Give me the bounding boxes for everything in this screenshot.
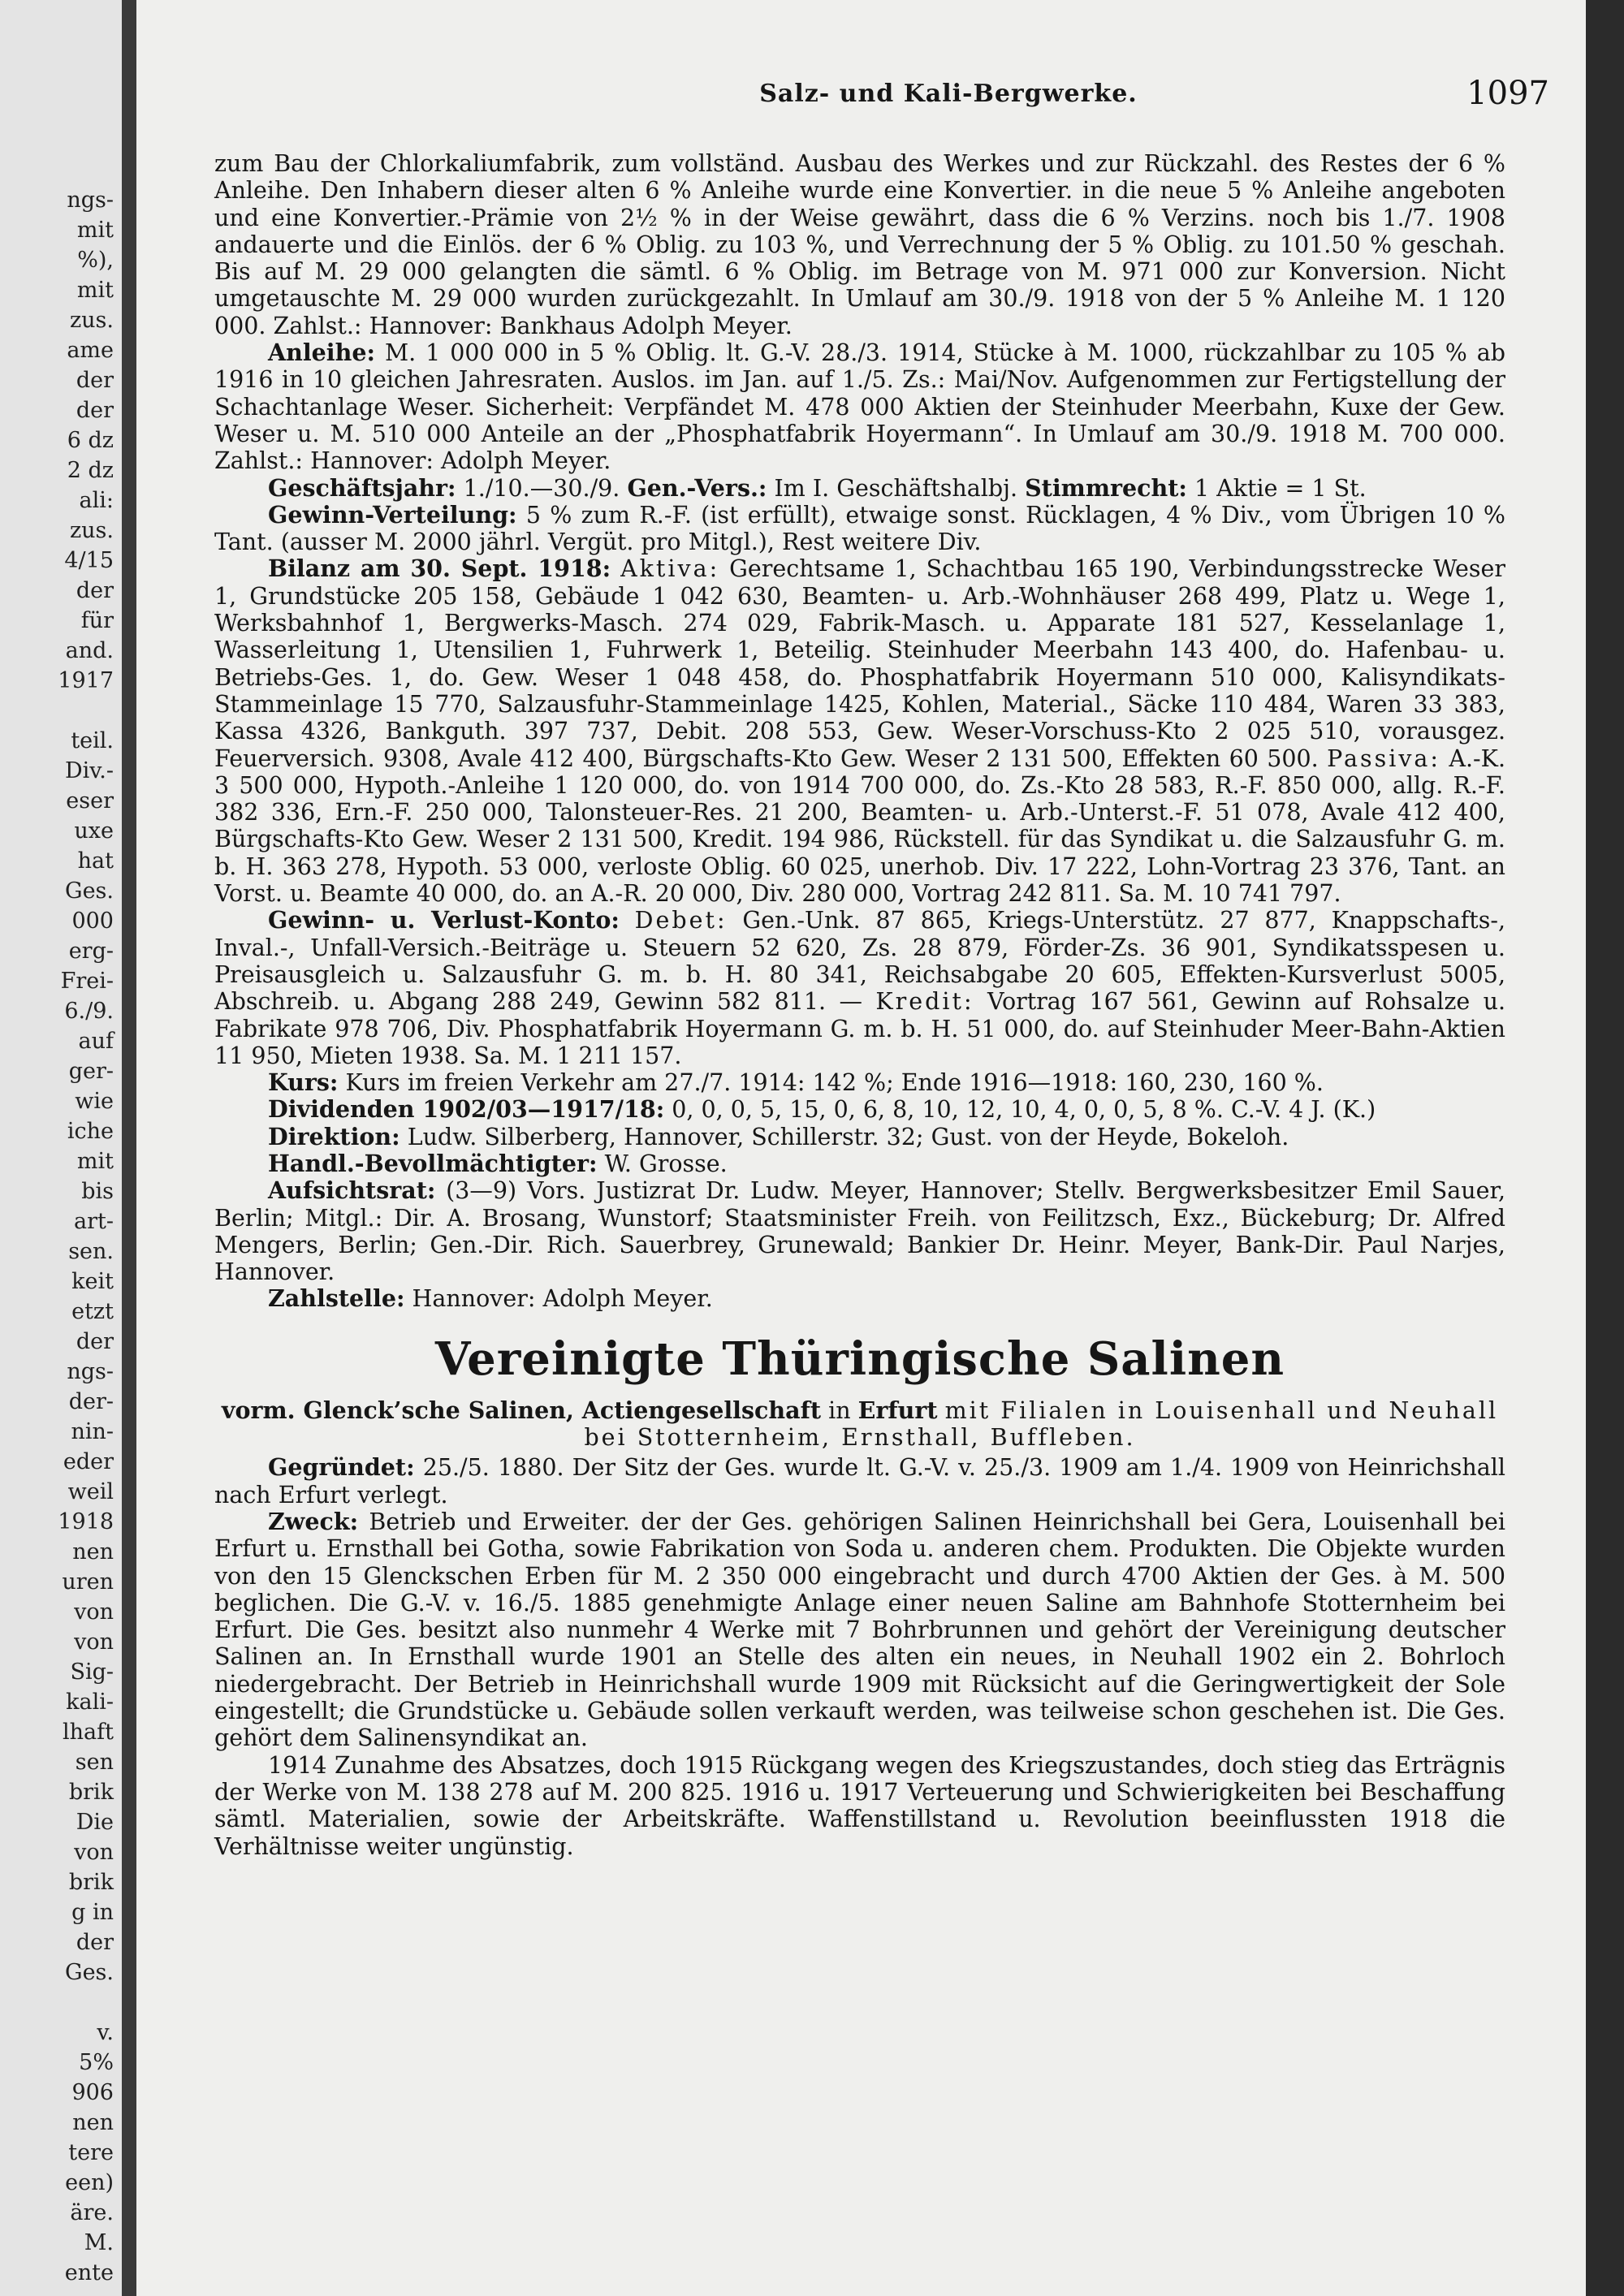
left-fragment-word: etzt: [71, 1299, 114, 1324]
aktiva-text: Gerechtsame 1, Schachtbau 165 190, Verbindungsstrecke Weser 1, Grundstücke 205 158, Gebäude 1 042 630, Beamten- u. Arb.-Wohnhäuser 268 499, Platz u. Wege 1, Werksbahnhof 1, Bergwerks-Masch. 274 029, Fabrik-Masch. u. Apparate 181 527, Kesselanlage 1, Wasserleitung 1, Utensilien 1, Fuhrwerk 1, Beteilig. Steinhuder Meerbahn 143 400, do. Hafenbau- u. Betriebs-Ges. 1, do. Gew. Weser 1 048 458, do. Phosphatfabrik Hoyermann 510 000, Kalisyndikats-Stammeinlage 15 770, Salzausfuhr-Stammeinlage 1425, Kohlen, Material., Säcke 110 484, Waren 33 383, Kassa 4326, Bankguth. 397 737, Debit. 208 553, Gew. Weser-Vorschuss-Kto 2 025 510, vorausgez. Feuerversich. 9308, Avale 412 400, Bürgschafts-Kto Gew. Weser 2 131 500, Effekten 60 500.: [214, 555, 1506, 772]
left-fragment-word: ger-: [68, 1059, 114, 1084]
left-fragment-word: von: [74, 1599, 114, 1625]
intro-paragraph: zum Bau der Chlorkaliumfabrik, zum vollständ. Ausbau des Werkes und zur Rückzahl. des Restes der 6 % Anleihe. Den Inhabern dieser alten 6 % Anleihe wurde eine Konvertier. in die neue 5 % Anleihe angeboten und eine Konvertier.-Prämie von 2½ % in der Weise gewährt, dass die 6 % Verzins. noch bis 1./7. 1908 andauerte und die Einlös. der 6 % Oblig. zu 103 %, und Verrechnung der 5 % Oblig. zu 101.50 % geschah. Bis auf M. 29 000 gelangten die sämtl. 6 % Oblig. im Betrage von M. 971 000 zur Konversion. Nicht umgetauschte M. 29 000 wurden zurückgezahlt. In Umlauf am 30./9. 1918 von der 5 % Anleihe M. 1 120 000. Zahlst.: Hannover: Bankhaus Adolph Meyer.: [214, 150, 1505, 339]
left-fragment-word: ali:: [79, 488, 114, 513]
left-fragment-word: der: [76, 368, 114, 393]
left-fragment-word: 000: [71, 908, 114, 934]
left-fragment-word: sen.: [68, 1239, 114, 1264]
left-fragment-word: wie: [75, 1089, 114, 1114]
left-fragment-word: der: [76, 398, 114, 423]
direktion-text: Ludw. Silberberg, Hannover, Schillerstr. 32; Gust. von der Heyde, Bokeloh.: [407, 1123, 1289, 1150]
direktion-line: [214, 1124, 1505, 1150]
left-fragment-word: ngs-: [67, 188, 114, 213]
bevollmaechtigter-text: W. Grosse.: [604, 1150, 728, 1177]
aufsichtsrat-label: Aufsichtsrat:: [268, 1176, 436, 1205]
left-fragment-word: art-: [74, 1209, 114, 1234]
geschaeftsjahr-label: Geschäftsjahr:: [268, 473, 456, 502]
kredit-label: Kredit:: [875, 988, 974, 1016]
zahlstelle-label: Zahlstelle:: [268, 1284, 405, 1313]
left-fragment-word: bis: [81, 1179, 114, 1204]
dividenden-line: [214, 1096, 1505, 1123]
kurs-label: Kurs:: [268, 1068, 339, 1097]
company-subtitle: [214, 1397, 1505, 1452]
left-fragment-word: ente: [64, 2260, 114, 2285]
page-edge: [1586, 0, 1624, 2296]
aktiva-label: Aktiva:: [620, 555, 720, 583]
page: [136, 0, 1586, 2296]
left-fragment-word: lhaft: [63, 1720, 114, 1745]
dividenden-text: 0, 0, 0, 5, 15, 0, 6, 8, 10, 12, 10, 4, 0, 0, 5, 8 %. C.-V. 4 J. (K.): [672, 1096, 1376, 1124]
left-fragment-word: uren: [62, 1569, 114, 1595]
debet-text: Gen.-Unk. 87 865, Kriegs-Unterstütz. 27 877, Knappschafts-, Inval.-, Unfall-Versich.-Beiträge u. Steuern 52 620, Zs. 28 879, Förder-Zs. 36 901, Syndikatsspesen u. Preisausgleich u. Salzausfuhr G. m. b. H. 80 341, Reichsabgabe 20 605, Effekten-Kursverlust 5005, Abschreib. u. Abgang 288 249, Gewinn 582 811. —: [214, 907, 1506, 1016]
direktion-label: Direktion:: [268, 1122, 400, 1150]
left-fragment-word: 6./9.: [64, 999, 114, 1024]
company-subtitle-bold: vorm. Glenck’sche Salinen, Actiengesellschaft: [221, 1396, 822, 1424]
left-fragment-word: iche: [67, 1119, 114, 1144]
dividenden-label: Dividenden 1902/03—1917/18:: [268, 1095, 665, 1124]
left-fragment-word: Ges.: [65, 878, 114, 904]
anleihe-text: M. 1 000 000 in 5 % Oblig. lt. G.-V. 28./3. 1914, Stücke à M. 1000, rückzahlbar zu 105 % ab 1916 in 10 gleichen Jahresraten. Auslos. im Jan. auf 1./5. Zs.: Mai/Nov. Aufgenommen zur Fertigstellung der Schachtanlage Weser. Sicherheit: Verpfändet M. 478 000 Aktien der Steinhuder Meerbahn, Kuxe der Gew. Weser u. M. 510 000 Anteile an der „Phosphatfabrik Hoyermann“. In Umlauf am 30./9. 1918 M. 700 000. Zahlst.: Hannover: Adolph Meyer.: [214, 339, 1505, 475]
left-fragment-word: 5%: [79, 2050, 114, 2075]
gv-label: Gen.-Vers.:: [627, 473, 767, 502]
anleihe-paragraph: [214, 339, 1505, 474]
left-fragment-word: hat: [77, 848, 114, 874]
left-fragment-word: v.: [97, 2020, 114, 2045]
left-fragment-word: äre.: [70, 2200, 114, 2225]
zweck-label: Zweck:: [268, 1507, 359, 1535]
passiva-text: A.-K. 3 500 000, Hypoth.-Anleihe 1 120 000, do. von 1914 700 000, do. Zs.-Kto 28 583, R.-F. 850 000, allg. R.-F. 382 336, Ern.-F. 250 000, Talonsteuer-Res. 21 200, Beamten- u. Arb.-Unterst.-F. 51 078, Avale 412 400, Bürgschafts-Kto Gew. Weser 2 131 500, Kredit. 194 986, Rückstell. für das Syndikat u. die Salzausfuhr G. m. b. H. 363 278, Hypoth. 53 000, verloste Oblig. 60 025, unerhob. Div. 17 222, Lohn-Vortrag 23 376, Tant. an Vorst. u. Beamte 40 000, do. an A.-R. 20 000, Div. 280 000, Vortrag 242 811. Sa. M. 10 741 797.: [214, 744, 1505, 908]
left-fragment-word: 906: [71, 2080, 114, 2105]
page-number: 1097: [1466, 75, 1549, 112]
gv-text: Im I. Geschäftshalbj.: [774, 474, 1018, 502]
company-subtitle-rest: mit Filialen in Louisenhall und Neuhall bei Stotternheim, Ernsthall, Buffleben.: [584, 1396, 1499, 1452]
running-head: Salz- und Kali-Bergwerke.: [759, 80, 1138, 108]
zweck-text: Betrieb und Erweiter. der der Ges. gehörigen Salinen Heinrichshall bei Gera, Louisenhall bei Erfurt u. Ernsthall bei Gotha, sowie Fabrikation von Soda u. anderen chem. Produkten. Die Objekte wurden von den 15 Glenckschen Erben für M. 2 350 000 eingebracht und durch 4700 Aktien der Ges. à M. 500 beglichen. Die G.-V. v. 16./5. 1885 genehmigte Anlage einer neuen Saline am Bahnhofe Stotternheim bei Erfurt. Die Ges. besitzt also nunmehr 4 Werke mit 7 Bohrbrunnen und gehört der Vereinigung deutscher Salinen an. In Ernsthall wurde 1901 an Stelle des alten ein neues, in Neuhall 1902 ein 2. Bohrloch niedergebracht. Der Betrieb in Heinrichshall wurde 1909 mit Rücksicht auf die Geringwertigkeit der Sole eingestellt; die Grundstücke u. Gebäude sollen verkauft werden, was teilweise schon geschehen ist. Die Ges. gehört dem Salinensyndikat an.: [214, 1508, 1505, 1752]
left-fragment-word: M.: [84, 2230, 114, 2255]
left-fragment-word: erg-: [68, 939, 114, 964]
left-fragment-word: Ges.: [65, 1960, 114, 1985]
left-fragment-word: teil.: [71, 728, 114, 753]
company-title: Vereinigte Thüringische Salinen: [434, 1331, 1285, 1386]
left-fragment-word: nin-: [71, 1419, 114, 1444]
final-paragraph: 1914 Zunahme des Absatzes, doch 1915 Rückgang wegen des Kriegszustandes, doch stieg das Erträgnis der Werke von M. 138 278 auf M. 200 825. 1916 u. 1917 Verteuerung und Schwierigkeiten bei Beschaffung sämtl. Materialien, sowie der Arbeitskräfte. Waffenstillstand u. Revolution beeinflussten 1918 die Verhältnisse weiter ungünstig.: [214, 1751, 1505, 1860]
gegruendet-text: 25./5. 1880. Der Sitz der Ges. wurde lt. G.-V. v. 25./3. 1909 am 1./4. 1909 von Heinrichshall nach Erfurt verlegt.: [214, 1454, 1505, 1508]
left-fragment-word: %),: [77, 248, 114, 273]
stimmrecht-label: Stimmrecht:: [1025, 473, 1187, 502]
gegruendet-label: Gegründet:: [268, 1453, 415, 1482]
left-fragment-word: brik: [68, 1780, 114, 1805]
bilanz-paragraph: [214, 555, 1505, 907]
left-fragment-word: keit: [71, 1269, 114, 1294]
gewinnverteilung-label: Gewinn-Verteilung:: [268, 500, 517, 529]
left-fragment-word: Div.-: [64, 758, 114, 783]
left-fragment-word: weil: [67, 1479, 114, 1504]
left-fragment-word: zus.: [69, 308, 114, 333]
left-fragment-word: uxe: [74, 818, 114, 844]
left-fragment-word: der: [76, 1329, 114, 1354]
company-city: Erfurt: [857, 1396, 938, 1424]
geschaeftsjahr-line: [214, 475, 1505, 502]
zahlstelle-line: [214, 1285, 1505, 1312]
bilanz-label: Bilanz am 30. Sept. 1918:: [268, 555, 611, 583]
geschaeftsjahr-text: 1./10.—30./9.: [463, 474, 620, 502]
left-fragment-word: nen: [72, 2110, 114, 2135]
left-fragment-word: der: [76, 1930, 114, 1955]
left-fragment-word: auf: [78, 1029, 114, 1054]
left-fragment-word: 4/15: [64, 548, 114, 573]
passiva-label: Passiva:: [1327, 744, 1441, 772]
kurs-line: [214, 1069, 1505, 1096]
left-fragment-word: mit: [76, 218, 114, 243]
left-fragment-word: g in: [71, 1900, 114, 1925]
gewinnverteilung-text: 5 % zum R.-F. (ist erfüllt), etwaige sonst. Rücklagen, 4 % Div., vom Übrigen 10 % Tant. (ausser M. 2000 jährl. Vergüt. pro Mitgl.), Rest weitere Div.: [214, 501, 1506, 556]
left-fragment-word: brik: [68, 1870, 114, 1895]
zweck-paragraph: [214, 1508, 1505, 1752]
left-fragment-word: ame: [67, 338, 114, 363]
left-fragment-word: 1917: [58, 668, 114, 693]
aufsichtsrat-text: (3—9) Vors. Justizrat Dr. Ludw. Meyer, Hannover; Stellv. Bergwerksbesitzer Emil Sauer, Berlin; Mitgl.: Dir. A. Brosang, Wunstorf; Staatsminister Freih. von Feilitzsch, Exz., Bückeburg; Dr. Alfred Mengers, Berlin; Gen.-Dir. Rich. Sauerbrey, Grunewald; Bankier Dr. Heinr. Meyer, Bank-Dir. Paul Narjes, Hannover.: [214, 1177, 1506, 1286]
bevollmaechtigter-line: [214, 1150, 1505, 1177]
left-fragment-word: Sig-: [70, 1659, 114, 1685]
aufsichtsrat-paragraph: [214, 1177, 1505, 1285]
guv-paragraph: [214, 907, 1505, 1069]
left-fragment-word: eder: [63, 1449, 114, 1474]
left-fragment-word: der: [76, 578, 114, 603]
left-fragment-word: ngs-: [67, 1359, 114, 1384]
guv-label: Gewinn- u. Verlust-Konto:: [268, 906, 620, 934]
left-fragment-word: für: [80, 608, 114, 633]
bevollmaechtigter-label: Handl.-Bevollmächtigter:: [268, 1149, 598, 1177]
left-fragment-word: kali-: [66, 1690, 114, 1715]
company-subtitle-in: in: [828, 1396, 851, 1424]
debet-label: Debet:: [634, 907, 728, 934]
left-fragment-word: von: [74, 1629, 114, 1655]
left-fragment-word: von: [74, 1840, 114, 1865]
left-fragment-word: 1918: [58, 1509, 114, 1534]
left-fragment-word: mit: [76, 1149, 114, 1174]
left-fragment-word: 6 dz: [67, 428, 114, 453]
left-fragment-word: eser: [66, 788, 114, 814]
left-fragment-word: and.: [65, 638, 114, 663]
left-fragment-word: mit: [76, 278, 114, 303]
left-fragment-word: Frei-: [60, 969, 114, 994]
left-fragment-word: 2 dz: [67, 458, 114, 483]
body-text: [214, 150, 1505, 1860]
kredit-text: Vortrag 167 561, Gewinn auf Rohsalze u. Fabrikate 978 706, Div. Phosphatfabrik Hoyermann G. m. b. H. 51 000, do. auf Steinhuder Meer-Bahn-Aktien 11 950, Mieten 1938. Sa. M. 1 211 157.: [214, 988, 1506, 1069]
left-fragment-word: der-: [68, 1389, 114, 1414]
gegruendet-paragraph: [214, 1454, 1505, 1508]
left-fragment-word: een): [65, 2170, 114, 2195]
left-fragment-word: tere: [68, 2140, 114, 2165]
gewinnverteilung-paragraph: [214, 502, 1505, 556]
anleihe-label: Anleihe:: [268, 339, 375, 367]
kurs-text: Kurs im freien Verkehr am 27./7. 1914: 142 %; Ende 1916—1918: 160, 230, 160 %.: [345, 1069, 1324, 1097]
left-fragment-word: zus.: [69, 518, 114, 543]
book-gutter: [122, 0, 136, 2296]
left-page-fragment: [0, 0, 122, 2296]
stimmrecht-text: 1 Aktie = 1 St.: [1194, 474, 1367, 502]
zahlstelle-text: Hannover: Adolph Meyer.: [412, 1285, 713, 1313]
left-fragment-word: nen: [72, 1539, 114, 1564]
left-fragment-word: Die: [76, 1810, 114, 1835]
left-fragment-word: sen: [75, 1750, 114, 1775]
